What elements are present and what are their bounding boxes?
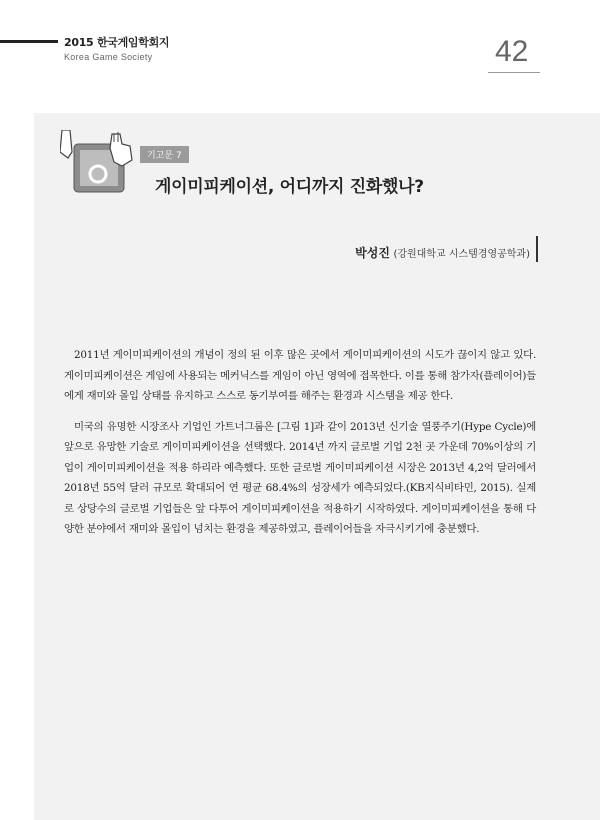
article-body: [64, 345, 536, 550]
author-line: [355, 244, 530, 261]
author-divider: [536, 236, 538, 262]
body-paragraph: 미국의 유명한 시장조사 기업인 가트너그룹은 [그림 1]과 같이 2013년 신기술 열풍주기(Hype Cycle)에 앞으로 유망한 기술로 게이미피케이션을 선택했다. 2014년 까지 글로벌 기업 2천 곳 가운데 70%이상의 기업이 게이미피케이션을 적용 하리라 예측했다. 또한 글로벌 게이미피케이션 시장은 2013년 4,2억 달러에서 2018년 55억 달러 규모로 확대되어 연 평균 68.4%의 성장세가 예측되었다.(KB지식비타민, 2015). 실제로 상당수의 글로벌 기업들은 앞 다투어 게이미피케이션을 적용하기 시작하였다. 게이미피케이션을 통해 다양한 분야에서 재미와 몰입이 넘치는 환경을 제공하였고, 플레이어들을 자극시키기에 충분했다.: [64, 420, 536, 535]
journal-subtitle: Korea Game Society: [64, 52, 153, 62]
author-name: 박성진: [355, 246, 390, 260]
touch-screen-icon: [60, 130, 136, 196]
author-affiliation: (강원대학교 시스템경영공학과): [393, 249, 530, 260]
journal-title: 2015 한국게임학회지: [64, 36, 170, 49]
article-title: 게이미피케이션, 어디까지 진화했나?: [155, 177, 424, 197]
page-number: 42: [495, 35, 529, 68]
header-accent-bar: [0, 40, 58, 43]
article-tag: 기고문 7: [140, 146, 189, 163]
page-number-underline: [488, 72, 540, 73]
body-paragraph: 2011년 게이미피케이션의 개념이 정의 된 이후 많은 곳에서 게이미피케이션의 시도가 끊이지 않고 있다. 게이미피케이션은 게임에 사용되는 메커닉스를 게임이 아닌 영역에 접목한다. 이를 통해 참가자(플레이어)들에게 재미와 몰입 상태를 유지하고 스스로 동기부여를 해주는 환경과 시스템을 제공 한다.: [64, 349, 536, 402]
